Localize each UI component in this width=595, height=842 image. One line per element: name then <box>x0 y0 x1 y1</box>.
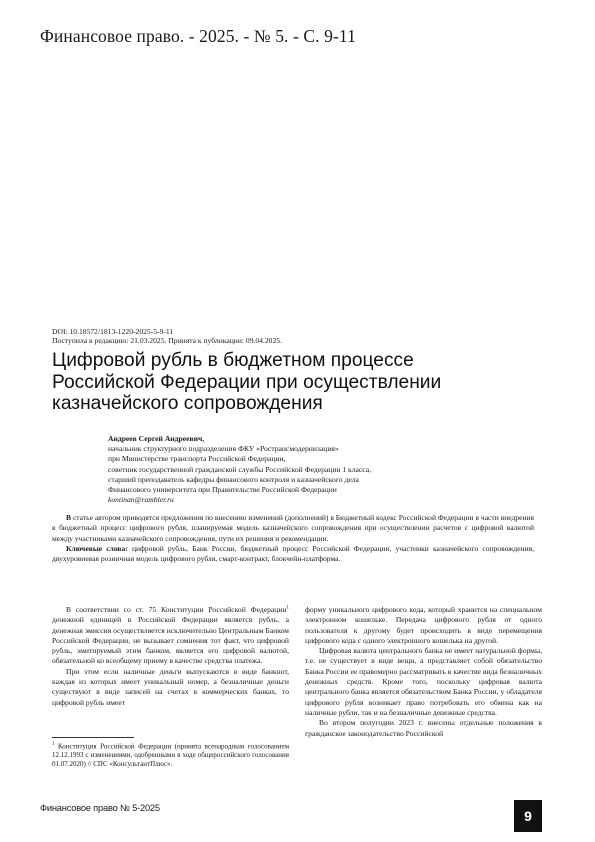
body-paragraph: При этом если наличные деньги выпускаются в виде банкнот, каждая из которых имеет уникальный номер, а безналичные деньги существуют в виде записей на счетах в коммерческих банках, то цифровой рубль имеет <box>52 666 289 707</box>
footnote-text: Конституция Российской Федерации (принята всенародным голосованием 12.12.1993 с изменениями, одобренными в ходе общероссийского голосования 01.07.2020) // СПС «КонсультантПлюс». <box>52 742 289 768</box>
page-number-box <box>514 800 542 832</box>
footnote-divider <box>52 737 134 738</box>
keywords-text: цифровой рубль, Банк России, бюджетный процесс Российской Федерации, участники казначейского сопровождения, двухуровневая розничная модель цифрового рубля, смарт-контракт, блокчейн-платформа. <box>52 543 535 564</box>
footnote-mark: 1 <box>52 742 55 747</box>
page-number: 9 <box>524 808 532 824</box>
author-name: Андреев Сергей Андреевич, <box>108 434 205 443</box>
abstract-lead: В <box>66 513 72 522</box>
author-affiliation-line: Финансового университета при Правительстве Российской Федерации <box>108 485 337 495</box>
title-line: казначейского сопровождения <box>52 393 323 414</box>
author-affiliation-line: начальник структурного подразделения ФКУ «Ространсмодернизация» <box>108 444 339 454</box>
title-line: Российской Федерации при осуществлении <box>52 371 442 393</box>
body-paragraph: Во втором полугодии 2023 г. внесены отдельные положения в гражданское законодательство Российской <box>305 718 542 738</box>
journal-citation-header: Финансовое право. - 2025. - № 5. - С. 9-11 <box>40 26 356 46</box>
footnote-ref: 1 <box>286 605 289 611</box>
author-email: kontinan@rambler.ru <box>108 495 174 505</box>
title-line: Цифровой рубль в бюджетном процессе <box>52 350 414 371</box>
body-column-right <box>305 605 542 739</box>
abstract-text: статье автором приводятся предложения по внесению изменений (дополнений) в Бюджетный кодекс Российской Федерации в части внедрения в бюджетный процесс цифрового рубля, планируемая модель казначейского сопровождения при осуществлении расчетов с цифровой валютой между участниками казначейского сопровождения, пути их решения и рекомендации. <box>52 513 534 543</box>
body-column-left <box>52 605 289 708</box>
received-date-line: Поступила в редакцию: 21.03.2025. Принята к публикации: 09.04.2025. <box>52 336 282 345</box>
doi-line: DOI: 10.18572/1813-1220-2025-5-9-11 <box>52 327 174 336</box>
body-paragraph: В соответствии со ст. 75 Конституции Российской Федерации$^1$ денежной единицей в Российской Федерации является рубль, а денежная эмиссия осуществляется исключительно Центральным Банком Российской Федерации, не вызывает сомнения тот факт, что цифровой рубль, эмитируемый этим банком, является его цифровой валютой, обязательной ко всеобщему приему в качестве средства платежа. <box>52 605 289 666</box>
author-block <box>108 434 371 505</box>
body-paragraph: форму уникального цифрового кода, который хранится на специальном электронном кошельке. Передача цифрового рубля от одного пользователя к другому будет происходить в виде перемещения цифрового кода с одного электронного кошелька на другой. <box>305 605 542 645</box>
abstract <box>52 513 534 564</box>
author-affiliation-line: при Министерстве транспорта Российской Федерации, <box>108 454 286 464</box>
keywords-label: Ключевые слова: <box>66 543 128 553</box>
footnote <box>52 741 289 769</box>
article-title <box>52 350 441 415</box>
author-affiliation-line: старший преподаватель кафедры финансового контроля и казначейского дела <box>108 474 359 484</box>
footer-journal-name: Финансовое право № 5-2025 <box>40 803 160 813</box>
body-paragraph: Цифровая валюта центрального банка не имеет натуральной формы, т.е. не существует в виде вещи, а представляет собой обязательство Банка России ее правомерно рассматривать в качестве вида безналичных денежных средств. Кроме того, поскольку цифровая валюта центрального банка является обязательством Банка России, у обладателя цифрового рубля возникает право потребовать его обмена как на наличные рубли, так и на безналичные денежные средства. <box>305 646 542 717</box>
author-affiliation-line: советник государственной гражданской службы Российской Федерации 1 класса, <box>108 464 371 474</box>
